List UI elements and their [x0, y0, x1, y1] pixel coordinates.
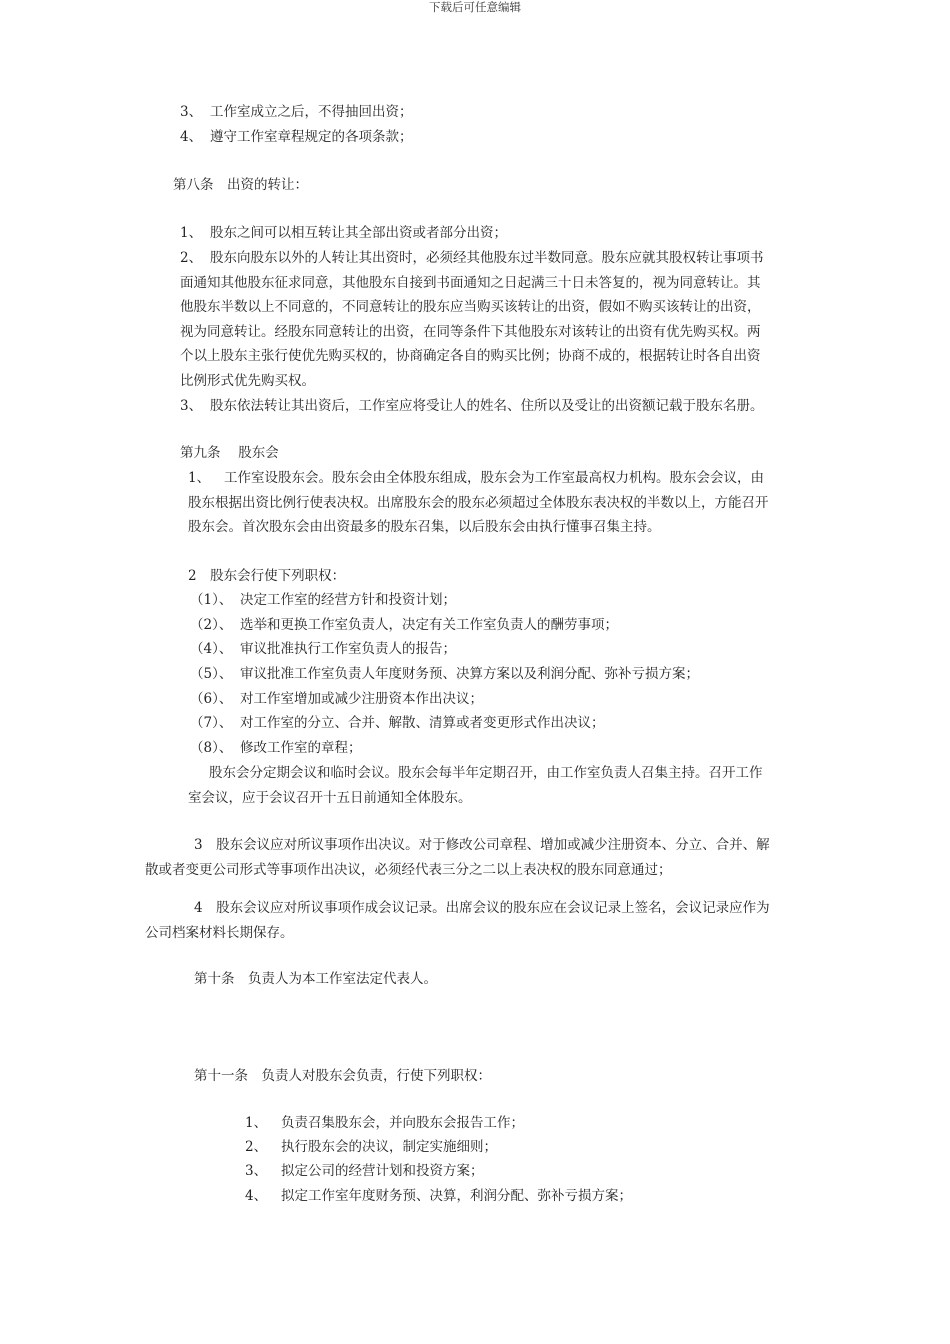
list-item: 3、 股东依法转让其出资后，工作室应将受让人的姓名、住所以及受让的出资额记载于股东名册。 [180, 398, 764, 414]
paragraph-line: 个以上股东主张行使优先购买权的，协商确定各自的购买比例；协商不成的，根据转让时各自出资 [180, 348, 761, 364]
list-item: 1、 工作室设股东会。股东会由全体股东组成，股东会为工作室最高权力机构。股东会会议，由 [188, 470, 764, 486]
paragraph-line: 视为同意转让。经股东同意转让的出资，在同等条件下其他股东对该转让的出资有优先购买权。两 [180, 324, 761, 340]
paragraph-line: 室会议，应于会议召开十五日前通知全体股东。 [188, 790, 472, 806]
list-item: （6）、 对工作室增加或减少注册资本作出决议； [190, 691, 483, 707]
list-item: （4）、 审议批准执行工作室负责人的报告； [190, 641, 456, 657]
article-10-title: 第十条 负责人为本工作室法定代表人。 [194, 971, 437, 987]
paragraph-line: 面通知其他股东征求同意，其他股东自接到书面通知之日起满三十日未答复的，视为同意转让。其 [180, 275, 761, 291]
list-item: （5）、 审议批准工作室负责人年度财务预、决算方案以及利润分配、弥补亏损方案； [190, 666, 699, 682]
paragraph-line: 股东根据出资比例行使表决权。出席股东会的股东必须超过全体股东表决权的半数以上，方能召开 [188, 495, 769, 511]
list-item: 2、 执行股东会的决议，制定实施细则； [245, 1139, 497, 1155]
list-item: （1）、 决定工作室的经营方针和投资计划； [190, 592, 456, 608]
list-item: （7）、 对工作室的分立、合并、解散、清算或者变更形式作出决议； [190, 715, 605, 731]
list-item: 3、 拟定公司的经营计划和投资方案； [245, 1163, 484, 1179]
paragraph-line: 散或者变更公司形式等事项作出决议，必须经代表三分之二以上表决权的股东同意通过； [145, 862, 672, 878]
paragraph-line: 股东会。首次股东会由出资最多的股东召集，以后股东会由执行懂事召集主持。 [188, 519, 661, 535]
list-item: （8）、 修改工作室的章程； [190, 740, 362, 756]
powers-title: 2 股东会行使下列职权： [188, 568, 346, 584]
article-9-title: 第九条 股东会 [180, 445, 279, 461]
paragraph-line: 股东会分定期会议和临时会议。股东会每半年定期召开，由工作室负责人召集主持。召开工作 [209, 765, 763, 781]
list-item: 1、 股东之间可以相互转让其全部出资或者部分出资； [180, 225, 507, 241]
article-8-title: 第八条 出资的转让： [173, 177, 308, 193]
list-item: 1、 负责召集股东会，并向股东会报告工作； [245, 1115, 524, 1131]
list-item: 2、 股东向股东以外的人转让其出资时，必须经其他股东过半数同意。股东应就其股权转让事项书 [180, 250, 764, 266]
paragraph-line: 4 股东会议应对所议事项作成会议记录。出席会议的股东应在会议记录上签名，会议记录应作为 [194, 900, 770, 916]
article-11-title: 第十一条 负责人对股东会负责，行使下列职权： [194, 1068, 491, 1084]
list-item: 4、 遵守工作室章程规定的各项条款； [180, 129, 413, 145]
list-item: （2）、 选举和更换工作室负责人，决定有关工作室负责人的酬劳事项； [190, 617, 618, 633]
page-header: 下载后可任意编辑 [429, 0, 521, 14]
paragraph-line: 比例形式优先购买权。 [180, 373, 315, 389]
paragraph-line: 3 股东会议应对所议事项作出决议。对于修改公司章程、增加或减少注册资本、分立、合并、解 [194, 837, 770, 853]
list-item: 3、 工作室成立之后，不得抽回出资； [180, 104, 413, 120]
paragraph-line: 他股东半数以上不同意的，不同意转让的股东应当购买该转让的出资，假如不购买该转让的出资， [180, 299, 761, 315]
paragraph-line: 公司档案材料长期保存。 [145, 925, 294, 941]
list-item: 4、 拟定工作室年度财务预、决算，利润分配、弥补亏损方案； [245, 1188, 632, 1204]
